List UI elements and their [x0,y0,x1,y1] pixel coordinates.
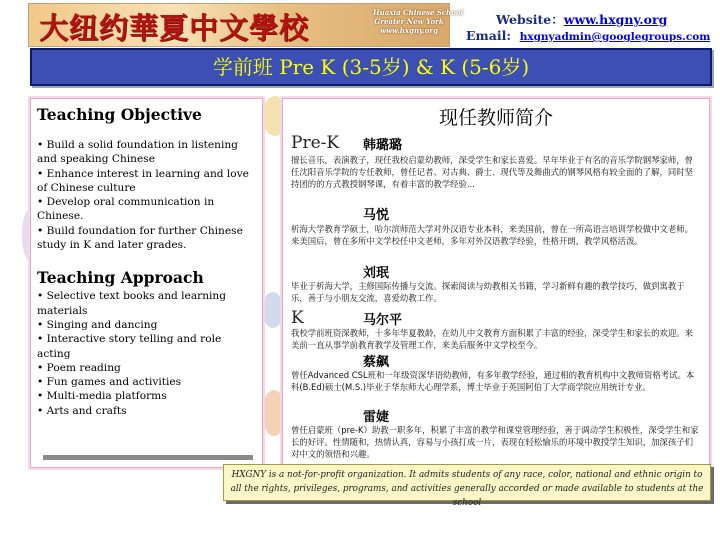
teacher-bio: 析海大学教育学硕士，哈尔滨师范大学对外汉语专业本科，来美国前，曾在一所高语言培训学校做中文老师。来美国后，曾在多所中文学校任中文老师，多年对外汉语教学经验，性格开朗，教学风格活泼。 [291,224,693,246]
objective-list [37,138,256,252]
list-item: • Poem reading [37,361,121,374]
logo-english-line: Huaxia Chinese School [373,8,464,17]
approach-heading: Teaching Approach [37,268,204,288]
teacher-name: 马尔平 [363,313,403,328]
teacher-name: 刘珉 [363,266,390,281]
list-item: • Singing and dancing [37,318,158,331]
decorative-blob [262,292,284,328]
approach-list [37,289,256,418]
logo-chinese-text: 大纽约華夏中文學校 [39,11,310,45]
objective-heading: Teaching Objective [37,105,202,124]
website-label: Website： [496,12,564,27]
list-item: • Fun games and activities [37,376,182,389]
teacher-name: 雷婕 [363,410,390,425]
list-item: • Selective text books and learning materials [37,290,227,317]
logo-english-line: www.hxgny.org [379,26,438,35]
teacher-bio: 曾任Advanced CSL班和一年级资深华语幼教师，有多年教学经验，通过相的教育机构中文教师资格考试。本科(B.Ed)硕士(M.S.)毕业于华东师大心理学系，博士毕业于英国阿伯丁大学商学院应用统计专业。 [291,370,695,392]
teacher-profiles-panel [282,98,710,468]
nondiscrimination-notice: HXGNY is a not-for-profit organization. It admits students of any race, color, national and ethnic origin to all the rights, privileges, programs, and activities generally accorded or made available to students at the school [223,464,711,501]
list-item: • Build foundation for further Chinese study in K and later grades. [37,224,243,252]
teacher-name: 蔡飙 [363,355,390,370]
teaching-info-panel [30,98,263,468]
grade-label-k: K [291,308,304,328]
website-row [496,10,667,28]
divider-bar [43,455,253,460]
list-item: • Develop oral communication in Chinese. [37,196,215,223]
page-title-bar [30,48,712,86]
teacher-section-title: 现任教师简介 [438,107,553,129]
list-item: • Multi-media platforms [37,390,167,403]
logo-english-text [373,8,464,35]
email-label: Email: [466,28,511,43]
list-item: • Build a solid foundation in listening and speaking Chinese [37,139,238,166]
teacher-bio: 我校学前班资深教师，十多年华夏教龄，在幼儿中文教育方面积累了丰富的经验，深受学生和家长的欢迎。来美前一直从事学前教育教学及管理工作，来美后服务中文学校至今。 [291,328,693,350]
teacher-bio: 曾任启蒙班（pre-K）助教一职多年，积累了丰富的教学和课堂管理经验，善于调动学生积极性，深受学生和家长的好评。性情随和，热情认真，容易与小孩打成一片，表现在轻松愉乐的环境中教授学生知识，加深孩子们对中文的领悟和兴趣。 [291,425,699,459]
website-link[interactable]: www.hxgny.org [563,12,668,27]
email-row [466,28,710,43]
list-item: • Interactive story telling and role acting [37,333,222,360]
logo-english-line: Greater New York [374,17,444,26]
list-item: • Arts and crafts [37,404,127,417]
school-logo [28,3,464,47]
list-item: • Enhance interest in learning and love of Chinese culture [37,167,249,194]
page-title: 学前班 Pre K (3-5岁) & K (5-6岁) [212,55,530,79]
email-link[interactable]: hxgnyadmin@googlegroups.com [519,31,711,43]
grade-label-prek: Pre-K [291,133,340,153]
teacher-name: 马悦 [363,208,390,223]
teacher-bio: 毕业于析海大学，主修国际传播与交流。探索阅读与幼教相关书籍，学习新鲜有趣的教学技巧，做到寓教于乐，善于与小朋友交流，喜爱幼教工作。 [291,281,685,303]
teacher-bio: 擅长音乐，表演教子，现任我校启蒙幼教师，深受学生和家长喜爱。早年毕业于有名的音乐学院钢琴家师，曾任沈阳音乐学院的专任教师，曾任记者、对古典、爵士、现代等及舞曲式的钢琴风格有较全面的了解，同时坚持团的的方式教授钢琴课，有着丰富的教学经验... [291,155,693,189]
teacher-name: 韩璐璐 [363,138,403,153]
